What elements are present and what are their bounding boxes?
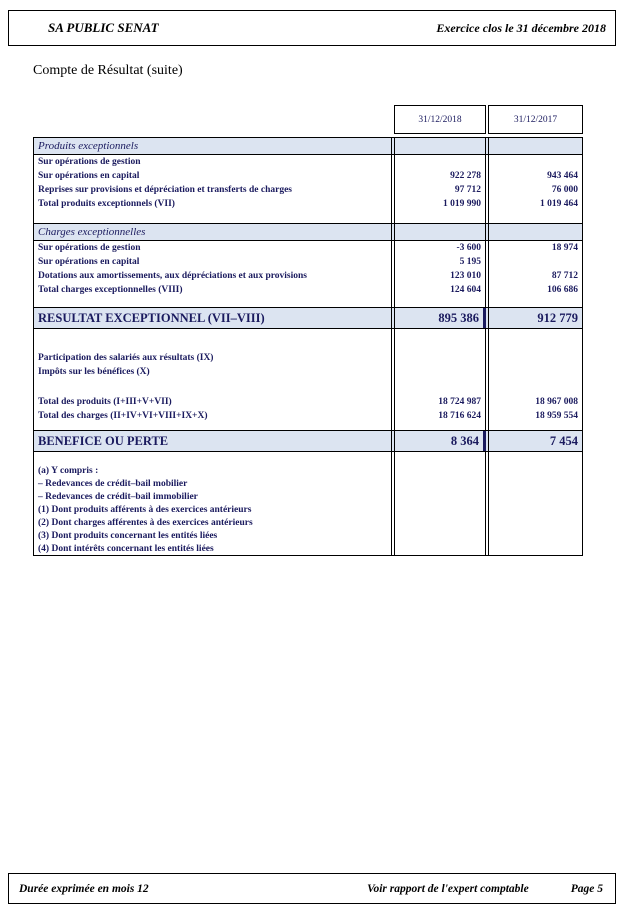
- table-row: [33, 255, 583, 269]
- table-row: [33, 183, 583, 197]
- row-label: Total des produits (I+III+V+VII): [33, 395, 392, 409]
- value-2017: [488, 365, 583, 379]
- row-label: (2) Dont charges afférentes à des exercices antérieurs: [33, 516, 392, 529]
- footnote-row: [33, 516, 583, 529]
- value-2018: 895 386: [394, 308, 486, 328]
- value-2017: 106 686: [488, 283, 583, 297]
- value-2018: 922 278: [394, 169, 486, 183]
- row-label: – Redevances de crédit–bail immobilier: [33, 490, 392, 503]
- value-2017: [488, 351, 583, 365]
- row-label: Sur opérations de gestion: [33, 241, 392, 255]
- table-row: [33, 169, 583, 183]
- value-2018: [394, 379, 486, 395]
- table-column-headers: [394, 105, 583, 134]
- footnote-row: [33, 477, 583, 490]
- value-2017: [488, 155, 583, 169]
- value-2017: [488, 138, 583, 154]
- blank-row: [33, 452, 583, 464]
- footnote-row: [33, 529, 583, 542]
- value-2017: [488, 379, 583, 395]
- column-header-2017: 31/12/2017: [488, 105, 583, 134]
- value-2017: [488, 452, 583, 464]
- value-2018: [394, 297, 486, 307]
- value-2017: [488, 297, 583, 307]
- value-2018: 5 195: [394, 255, 486, 269]
- value-2018: [394, 477, 486, 490]
- value-2018: [394, 516, 486, 529]
- footnote-row: [33, 542, 583, 555]
- value-2017: [488, 464, 583, 477]
- value-2017: 18 974: [488, 241, 583, 255]
- income-statement-table: [33, 105, 583, 556]
- value-2017: [488, 516, 583, 529]
- value-2017: [488, 490, 583, 503]
- value-2018: 123 010: [394, 269, 486, 283]
- row-label: Charges exceptionnelles: [33, 224, 392, 240]
- page-title: Compte de Résultat (suite): [33, 63, 183, 78]
- row-label: [33, 297, 392, 307]
- value-2018: [394, 464, 486, 477]
- row-label: (3) Dont produits concernant les entités liées: [33, 529, 392, 542]
- blank-row: [33, 297, 583, 307]
- value-2017: [488, 211, 583, 223]
- table-row: [33, 241, 583, 255]
- value-2017: 912 779: [488, 308, 583, 328]
- value-2018: [394, 329, 486, 351]
- footnote-row: [33, 490, 583, 503]
- row-label: Total produits exceptionnels (VII): [33, 197, 392, 211]
- table-row: [33, 365, 583, 379]
- value-2018: [394, 224, 486, 240]
- row-label: (1) Dont produits afférents à des exercices antérieurs: [33, 503, 392, 516]
- value-2018: 8 364: [394, 431, 486, 451]
- total-highlight-row: [33, 430, 583, 452]
- row-label: Participation des salariés aux résultats (IX): [33, 351, 392, 365]
- table-row: [33, 351, 583, 365]
- table-row: [33, 197, 583, 211]
- value-2018: [394, 503, 486, 516]
- blank-row: [33, 379, 583, 395]
- value-2017: 943 464: [488, 169, 583, 183]
- row-label: [33, 329, 392, 351]
- footer-duration: Durée exprimée en mois 12: [19, 882, 149, 895]
- page-footer: [8, 873, 616, 904]
- value-2018: [394, 138, 486, 154]
- table-row: [33, 155, 583, 169]
- value-2018: [394, 490, 486, 503]
- row-label: RESULTAT EXCEPTIONNEL (VII–VIII): [33, 308, 392, 328]
- row-label: [33, 379, 392, 395]
- value-2017: 87 712: [488, 269, 583, 283]
- value-2017: 18 967 008: [488, 395, 583, 409]
- row-label: Dotations aux amortissements, aux dépréciations et aux provisions: [33, 269, 392, 283]
- page-header: [8, 10, 616, 46]
- row-label: Produits exceptionnels: [33, 138, 392, 154]
- row-label: Total charges exceptionnelles (VIII): [33, 283, 392, 297]
- footer-page-number: Page 5: [570, 882, 603, 895]
- value-2018: 124 604: [394, 283, 486, 297]
- footer-expert-note: Voir rapport de l'expert comptable: [367, 882, 529, 895]
- value-2018: 18 716 624: [394, 409, 486, 423]
- row-label: Reprises sur provisions et dépréciation et transferts de charges: [33, 183, 392, 197]
- footnote-row: [33, 503, 583, 516]
- section-header-row: [33, 223, 583, 241]
- value-2018: [394, 423, 486, 430]
- table-body: [33, 137, 583, 556]
- section-header-row: [33, 137, 583, 155]
- value-2018: [394, 365, 486, 379]
- table-row: [33, 409, 583, 423]
- value-2018: [394, 211, 486, 223]
- row-label: [33, 452, 392, 464]
- row-label: Impôts sur les bénéfices (X): [33, 365, 392, 379]
- column-header-2018: 31/12/2018: [394, 105, 486, 134]
- value-2017: [488, 329, 583, 351]
- footnote-row: [33, 464, 583, 477]
- row-label: Sur opérations en capital: [33, 255, 392, 269]
- value-2017: 18 959 554: [488, 409, 583, 423]
- value-2017: [488, 255, 583, 269]
- value-2018: -3 600: [394, 241, 486, 255]
- row-label: (a) Y compris :: [33, 464, 392, 477]
- value-2017: [488, 423, 583, 430]
- value-2018: 18 724 987: [394, 395, 486, 409]
- row-label: – Redevances de crédit–bail mobilier: [33, 477, 392, 490]
- value-2018: 97 712: [394, 183, 486, 197]
- exercice-label: Exercice clos le 31 décembre 2018: [436, 20, 606, 35]
- value-2018: [394, 452, 486, 464]
- value-2017: 7 454: [488, 431, 583, 451]
- value-2018: [394, 155, 486, 169]
- row-label: BENEFICE OU PERTE: [33, 431, 392, 451]
- table-row: [33, 269, 583, 283]
- value-2018: [394, 351, 486, 365]
- value-2017: [488, 542, 583, 555]
- table-row: [33, 283, 583, 297]
- row-label: (4) Dont intérêts concernant les entités liées: [33, 542, 392, 555]
- blank-row: [33, 329, 583, 351]
- total-highlight-row: [33, 307, 583, 329]
- table-row: [33, 395, 583, 409]
- value-2018: [394, 529, 486, 542]
- blank-row: [33, 211, 583, 223]
- row-label: Sur opérations en capital: [33, 169, 392, 183]
- value-2017: 1 019 464: [488, 197, 583, 211]
- value-2017: [488, 529, 583, 542]
- value-2017: 76 000: [488, 183, 583, 197]
- row-label: Total des charges (II+IV+VI+VIII+IX+X): [33, 409, 392, 423]
- company-name: SA PUBLIC SENAT: [48, 20, 159, 35]
- row-label: Sur opérations de gestion: [33, 155, 392, 169]
- value-2017: [488, 224, 583, 240]
- value-2018: 1 019 990: [394, 197, 486, 211]
- row-label: [33, 423, 392, 430]
- blank-row: [33, 423, 583, 430]
- value-2017: [488, 503, 583, 516]
- value-2017: [488, 477, 583, 490]
- row-label: [33, 211, 392, 223]
- value-2018: [394, 542, 486, 555]
